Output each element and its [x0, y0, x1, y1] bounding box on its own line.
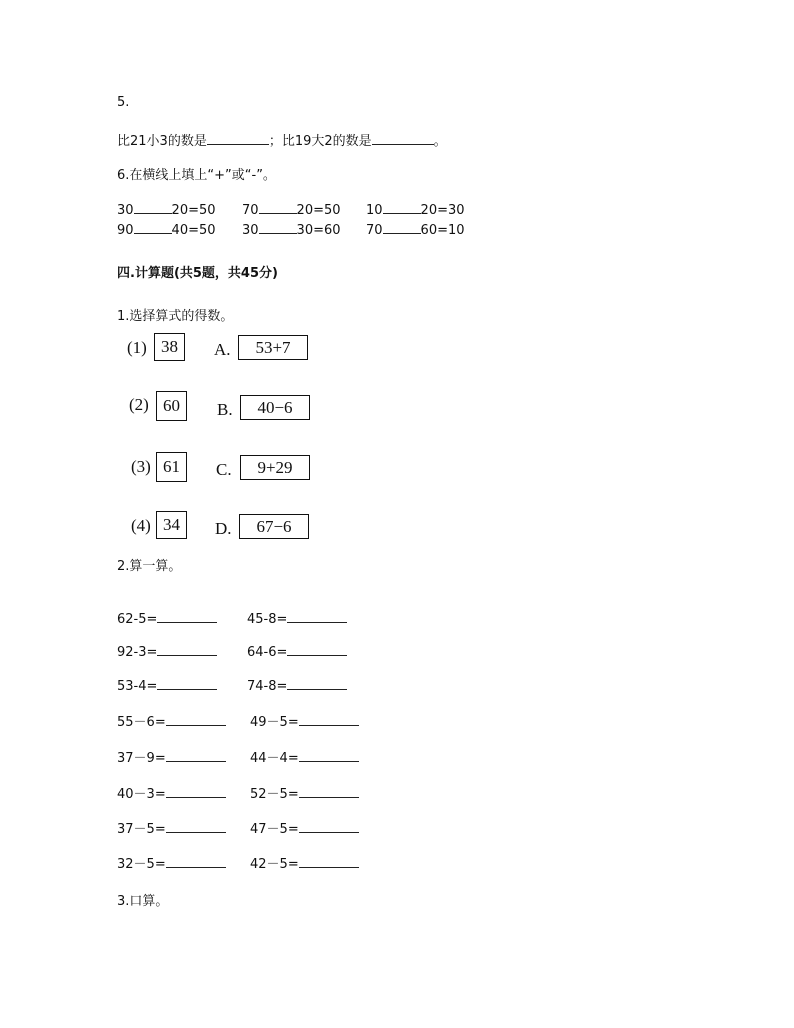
equation-text: 92-3=: [117, 645, 158, 660]
result-box[interactable]: 34: [156, 511, 187, 539]
sign-blank[interactable]: [134, 201, 172, 214]
equation-item: [117, 643, 217, 660]
answer-blank[interactable]: [166, 820, 226, 833]
sign-blank[interactable]: [383, 221, 421, 234]
fill-sign-item: [366, 221, 465, 238]
question-6-prompt: 6.在横线上填上“+”或“-”。: [117, 168, 276, 183]
sign-blank[interactable]: [134, 221, 172, 234]
answer-blank[interactable]: [207, 132, 269, 145]
expression-box[interactable]: 67−6: [239, 514, 309, 539]
question-5-line: [117, 130, 447, 149]
answer-blank[interactable]: [157, 677, 217, 690]
answer-blank[interactable]: [287, 610, 347, 623]
match-index: (1): [127, 338, 147, 357]
equation-item: [117, 853, 226, 872]
equation-item: [250, 711, 359, 730]
answer-blank[interactable]: [299, 749, 359, 762]
equation-item: [117, 610, 217, 627]
equation-item: [247, 610, 347, 627]
expression-box[interactable]: 40−6: [240, 395, 310, 420]
option-letter: C.: [216, 460, 232, 479]
question-2-prompt: 2.算一算。: [117, 559, 182, 574]
result-box[interactable]: 38: [154, 333, 185, 361]
operand: 70: [366, 223, 383, 238]
operand: 20=50: [296, 203, 341, 218]
answer-blank[interactable]: [299, 785, 359, 798]
answer-blank[interactable]: [287, 643, 347, 656]
operand: 20=50: [171, 203, 216, 218]
equation-item: [117, 783, 226, 802]
equation-text: 44－4=: [250, 751, 299, 766]
answer-blank[interactable]: [166, 785, 226, 798]
equation-item: [250, 747, 359, 766]
equation-text: 52－5=: [250, 787, 299, 802]
equation-text: 62-5=: [117, 612, 158, 627]
equation-text: 53-4=: [117, 679, 158, 694]
operand: 10: [366, 203, 383, 218]
equation-item: [250, 853, 359, 872]
fill-sign-item: [242, 201, 341, 218]
equation-item: [117, 747, 226, 766]
operand: 30: [242, 223, 259, 238]
fill-sign-item: [366, 201, 465, 218]
section-heading: 四.计算题(共5题，共45分): [117, 266, 278, 281]
q5-text-3: 。: [433, 134, 447, 149]
equation-text: 37－9=: [117, 751, 166, 766]
equation-text: 49－5=: [250, 715, 299, 730]
equation-text: 40－3=: [117, 787, 166, 802]
equation-item: [250, 783, 359, 802]
equation-item: [247, 677, 347, 694]
equation-item: [250, 818, 359, 837]
option-letter: D.: [215, 519, 232, 538]
equation-item: [247, 643, 347, 660]
answer-blank[interactable]: [299, 855, 359, 868]
answer-blank[interactable]: [157, 610, 217, 623]
equation-item: [117, 818, 226, 837]
option-letter: B.: [217, 400, 233, 419]
operand: 30=60: [296, 223, 341, 238]
equation-text: 47－5=: [250, 822, 299, 837]
equation-text: 42－5=: [250, 857, 299, 872]
operand: 60=10: [420, 223, 465, 238]
operand: 20=30: [420, 203, 465, 218]
equation-text: 37－5=: [117, 822, 166, 837]
question-1-prompt: 1.选择算式的得数。: [117, 309, 234, 324]
operand: 30: [117, 203, 134, 218]
match-index: (4): [131, 516, 151, 535]
result-box[interactable]: 60: [156, 391, 187, 421]
option-letter: A.: [214, 340, 231, 359]
operand: 40=50: [171, 223, 216, 238]
question-3-prompt: 3.口算。: [117, 894, 169, 909]
equation-text: 55－6=: [117, 715, 166, 730]
result-box[interactable]: 61: [156, 452, 187, 482]
answer-blank[interactable]: [299, 820, 359, 833]
sign-blank[interactable]: [259, 201, 297, 214]
equation-item: [117, 711, 226, 730]
expression-box[interactable]: 53+7: [238, 335, 308, 360]
fill-sign-item: [117, 201, 216, 218]
sign-blank[interactable]: [383, 201, 421, 214]
fill-sign-item: [242, 221, 341, 238]
expression-box[interactable]: 9+29: [240, 455, 310, 480]
answer-blank[interactable]: [166, 855, 226, 868]
match-index: (3): [131, 457, 151, 476]
operand: 70: [242, 203, 259, 218]
q5-text-1: 比21小3的数是: [117, 134, 207, 149]
equation-text: 74-8=: [247, 679, 288, 694]
equation-text: 32－5=: [117, 857, 166, 872]
equation-item: [117, 677, 217, 694]
answer-blank[interactable]: [299, 713, 359, 726]
match-index: (2): [129, 395, 149, 414]
answer-blank[interactable]: [372, 132, 434, 145]
answer-blank[interactable]: [287, 677, 347, 690]
sign-blank[interactable]: [259, 221, 297, 234]
operand: 90: [117, 223, 134, 238]
equation-text: 64-6=: [247, 645, 288, 660]
fill-sign-item: [117, 221, 216, 238]
answer-blank[interactable]: [166, 749, 226, 762]
question-5-number: 5.: [117, 95, 130, 110]
q5-text-2: ；比19大2的数是: [268, 134, 372, 149]
equation-text: 45-8=: [247, 612, 288, 627]
answer-blank[interactable]: [166, 713, 226, 726]
answer-blank[interactable]: [157, 643, 217, 656]
